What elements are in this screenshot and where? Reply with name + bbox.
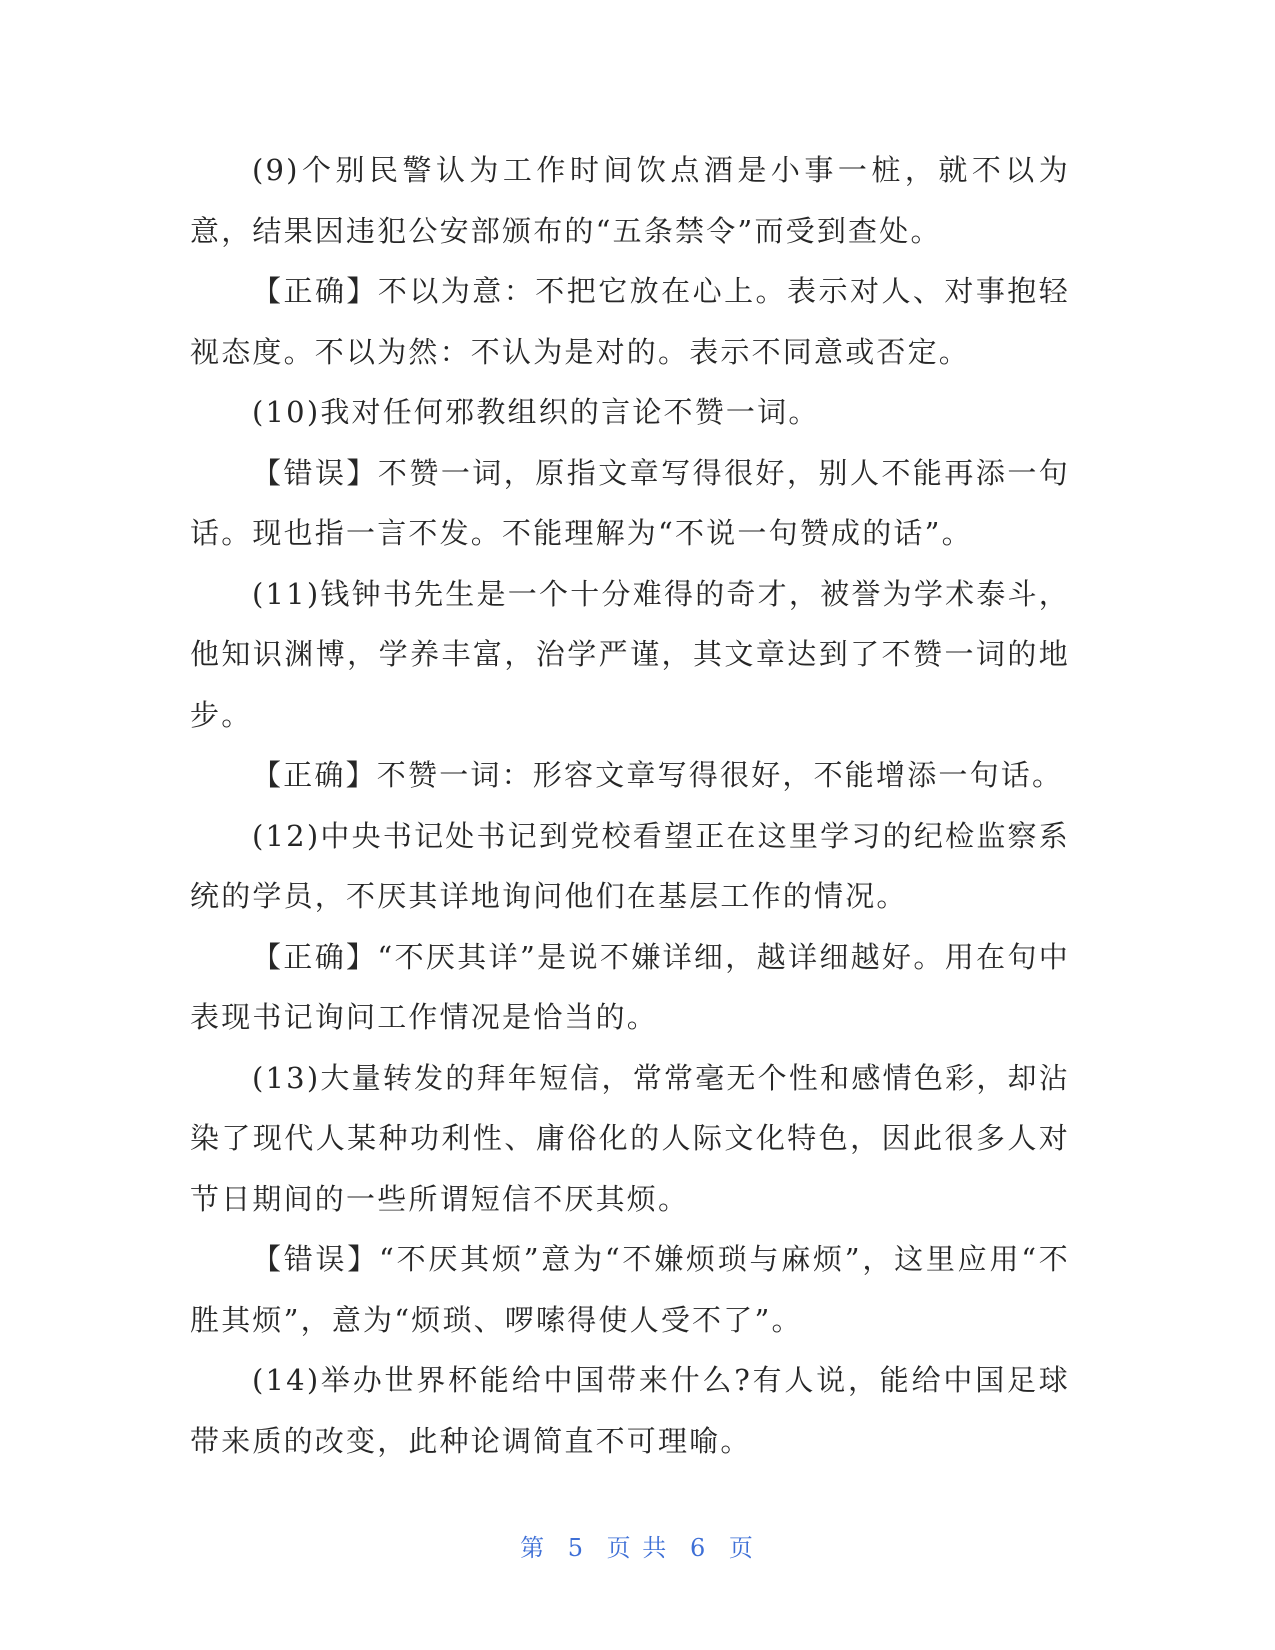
footer-prefix: 第	[520, 1534, 547, 1562]
paragraph-10-answer: 【错误】不赞一词，原指文章写得很好，别人不能再添一句话。现也指一言不发。不能理解为“不说一句赞成的话”。	[190, 455, 1070, 550]
paragraph-13-question: (13)大量转发的拜年短信，常常毫无个性和感情色彩，却沾染了现代人某种功利性、庸俗化的人际文化特色，因此很多人对节日期间的一些所谓短信不厌其烦。	[190, 1060, 1070, 1216]
footer-total-pages: 6	[689, 1534, 708, 1562]
footer-suffix: 页	[728, 1534, 755, 1562]
paragraph-11-answer: 【正确】不赞一词：形容文章写得很好，不能增添一句话。	[252, 758, 1064, 792]
paragraph-12-question: (12)中央书记处书记到党校看望正在这里学习的纪检监察系统的学员，不厌其详地询问他们在基层工作的情况。	[190, 818, 1070, 913]
paragraph-9-answer: 【正确】不以为意：不把它放在心上。表示对人、对事抱轻视态度。不以为然：不认为是对的。表示不同意或否定。	[190, 274, 1070, 369]
footer-current-page: 5	[567, 1534, 586, 1562]
footer-middle: 页 共	[606, 1534, 669, 1562]
paragraph-12-answer: 【正确】“不厌其详”是说不嫌详细，越详细越好。用在句中表现书记询问工作情况是恰当的。	[190, 939, 1070, 1034]
paragraph-14-question: (14)举办世界杯能给中国带来什么?有人说，能给中国足球带来质的改变，此种论调简直不可理喻。	[190, 1363, 1070, 1458]
paragraph-9-question: (9)个别民警认为工作时间饮点酒是小事一桩，就不以为意，结果因违犯公安部颁布的“五条禁令”而受到查处。	[190, 153, 1070, 248]
page-number-footer	[0, 1528, 1275, 1563]
paragraph-11-question: (11)钱钟书先生是一个十分难得的奇才，被誉为学术泰斗，他知识渊博，学养丰富，治学严谨，其文章达到了不赞一词的地步。	[190, 576, 1070, 732]
paragraph-10-question: (10)我对任何邪教组织的言论不赞一词。	[252, 395, 820, 429]
paragraph-13-answer: 【错误】“不厌其烦”意为“不嫌烦琐与麻烦”，这里应用“不胜其烦”，意为“烦琐、啰嗦得使人受不了”。	[190, 1242, 1070, 1337]
document-body	[190, 140, 1070, 1471]
